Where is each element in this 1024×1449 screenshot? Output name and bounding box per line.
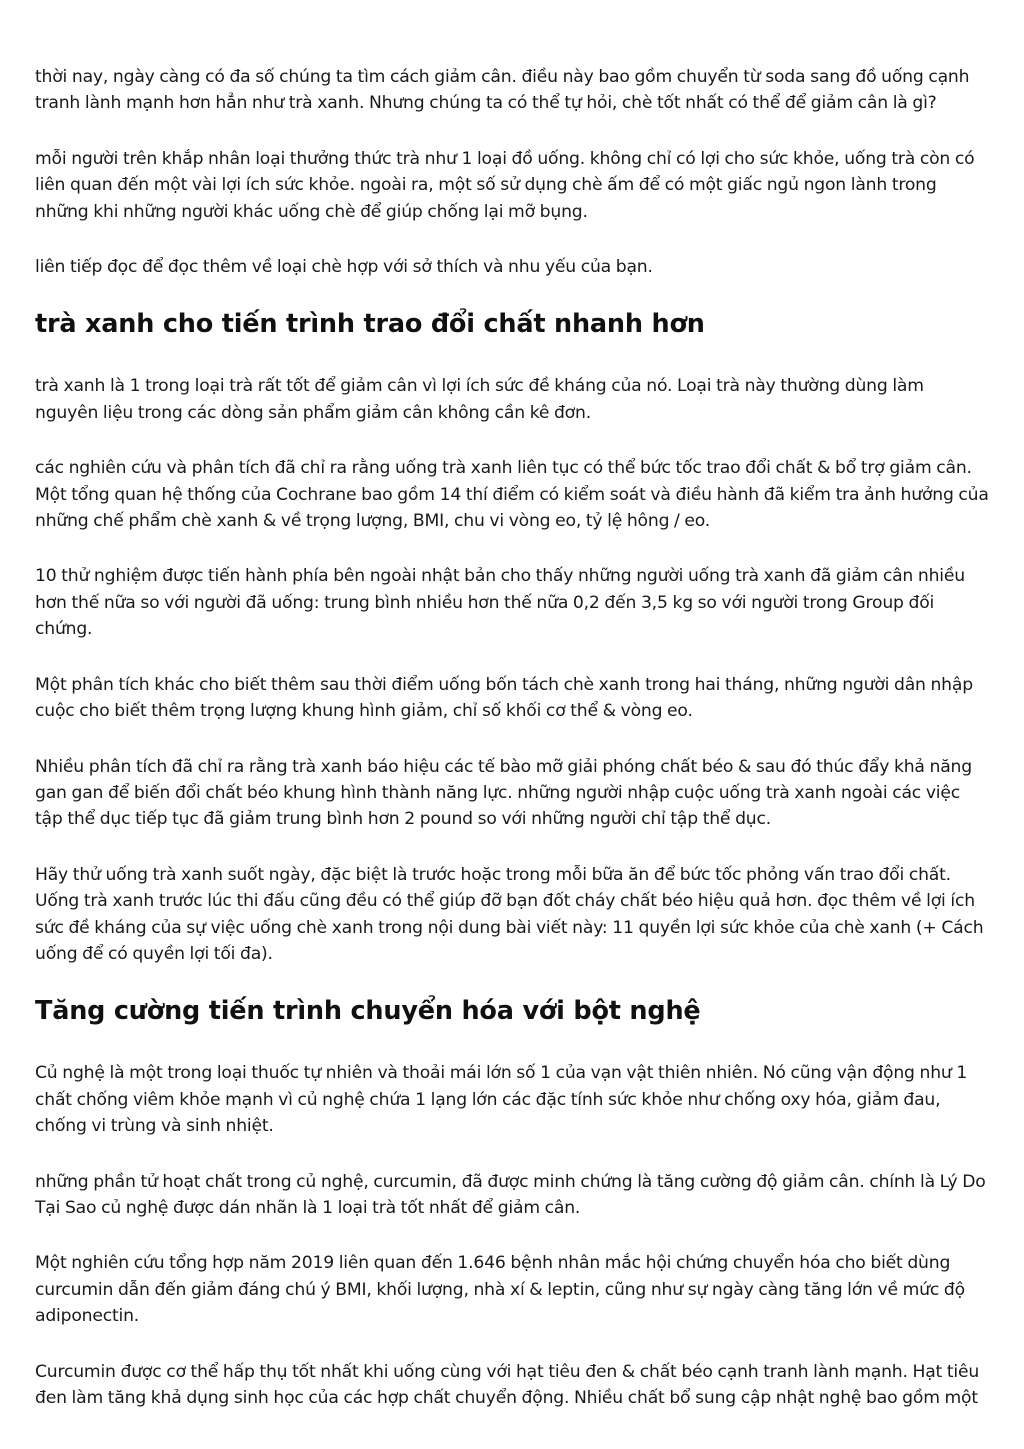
paragraph-read-more: liên tiếp đọc để đọc thêm về loại chè hợp với sở thích và nhu yếu của bạn. (35, 257, 653, 278)
paragraph-black-pepper: Curcumin được cơ thể hấp thụ tốt nhất khi uống cùng với hạt tiêu đen & chất béo cạnh tranh lành mạnh. Hạt tiêu đen làm tăng khả dụng sinh học của các hợp chất chuyển động. Nhiều chất bổ sung cập nhật nghệ bao gồm một (35, 1361, 980, 1408)
paragraph-trials: 10 thử nghiệm được tiến hành phía bên ngoài nhật bản cho thấy những người uống trà xanh đã giảm cân nhiều hơn thế nữa so với người đã uống: trung bình nhiều hơn thế nữa 0,2 đến 3,5 kg so với người trong Group đối chứng. (35, 566, 965, 640)
paragraph-curcumin: những phần tử hoạt chất trong củ nghệ, curcumin, đã được minh chứng là tăng cường độ giảm cân. chính là Lý Do Tại Sao củ nghệ được dán nhãn là 1 loại trà tốt nhất để giảm cân. (35, 1171, 986, 1218)
paragraph-try-green-tea: Hãy thử uống trà xanh suốt ngày, đặc biệt là trước hoặc trong mỗi bữa ăn để bức tốc phỏng vấn trao đổi chất. Uống trà xanh trước lúc thi đấu cũng đều có thể giúp đỡ bạn đốt cháy chất béo hiệu quả hơn. đọc thêm về lợi ích sức đề kháng của sự việc uống chè xanh trong nội dung bài viết này: 11 quyền lợi sức khỏe của chè xanh (+ Cách uống để có quyền lợi tối đa). (35, 864, 984, 964)
heading-turmeric: Tăng cường tiến trình chuyển hóa với bột nghệ (35, 996, 701, 1027)
heading-green-tea: trà xanh cho tiến trình trao đổi chất nhanh hơn (35, 309, 705, 340)
paragraph-turmeric-intro: Củ nghệ là một trong loại thuốc tự nhiên và thoải mái lớn số 1 của vạn vật thiên nhiên. Nó cũng vận động như 1 chất chống viêm khỏe mạnh vì củ nghệ chứa 1 lạng lớn các đặc tính sức khỏe như chống oxy hóa, giảm đau, chống vi trùng và sinh nhiệt. (35, 1063, 968, 1137)
paragraph-cochrane-review: các nghiên cứu và phân tích đã chỉ ra rằng uống trà xanh liên tục có thể bức tốc trao đổi chất & bổ trợ giảm cân. Một tổng quan hệ thống của Cochrane bao gồm 14 thí điểm có kiểm soát và điều hành đã kiểm tra ảnh hưởng của những chế phẩm chè xanh & về trọng lượng, BMI, chu vi vòng eo, tỷ lệ hông / eo. (35, 458, 989, 532)
paragraph-another-analysis: Một phân tích khác cho biết thêm sau thời điểm uống bốn tách chè xanh trong hai tháng, những người dân nhập cuộc cho biết thêm trọng lượng khung hình giảm, chỉ số khối cơ thể & vòng eo. (35, 674, 973, 722)
paragraph-2019-study: Một nghiên cứu tổng hợp năm 2019 liên quan đến 1.646 bệnh nhân mắc hội chứng chuyển hóa cho biết dùng curcumin dẫn đến giảm đáng chú ý BMI, khối lượng, nhà xí & leptin, cũng như sự ngày càng tăng lớn về mức độ adiponectin. (35, 1253, 965, 1327)
paragraph-intro: thời nay, ngày càng có đa số chúng ta tìm cách giảm cân. điều này bao gồm chuyển từ soda sang đồ uống cạnh tranh lành mạnh hơn hẳn như trà xanh. Nhưng chúng ta có thể tự hỏi, chè tốt nhất có thể để giảm cân là gì? (35, 67, 970, 114)
paragraph-fat-cells: Nhiều phân tích đã chỉ ra rằng trà xanh báo hiệu các tế bào mỡ giải phóng chất béo & sau đó thúc đẩy khả năng gan gan để biến đổi chất béo khung hình thành năng lực. những người nhập cuộc uống trà xanh ngoài các việc tập thể dục tiếp tục đã giảm trung bình hơn 2 pound so với những người chỉ tập thể dục. (35, 756, 972, 830)
paragraph-tea-worldwide: mỗi người trên khắp nhân loại thưởng thức trà như 1 loại đồ uống. không chỉ có lợi cho sức khỏe, uống trà còn có liên quan đến một vài lợi ích sức khỏe. ngoài ra, một số sử dụng chè ấm để có một giấc ngủ ngon lành trong những khi những người khác uống chè để giúp chống lại mỡ bụng. (35, 148, 975, 222)
paragraph-green-tea-intro: trà xanh là 1 trong loại trà rất tốt để giảm cân vì lợi ích sức đề kháng của nó. Loại trà này thường dùng làm nguyên liệu trong các dòng sản phẩm giảm cân không cần kê đơn. (35, 376, 924, 423)
